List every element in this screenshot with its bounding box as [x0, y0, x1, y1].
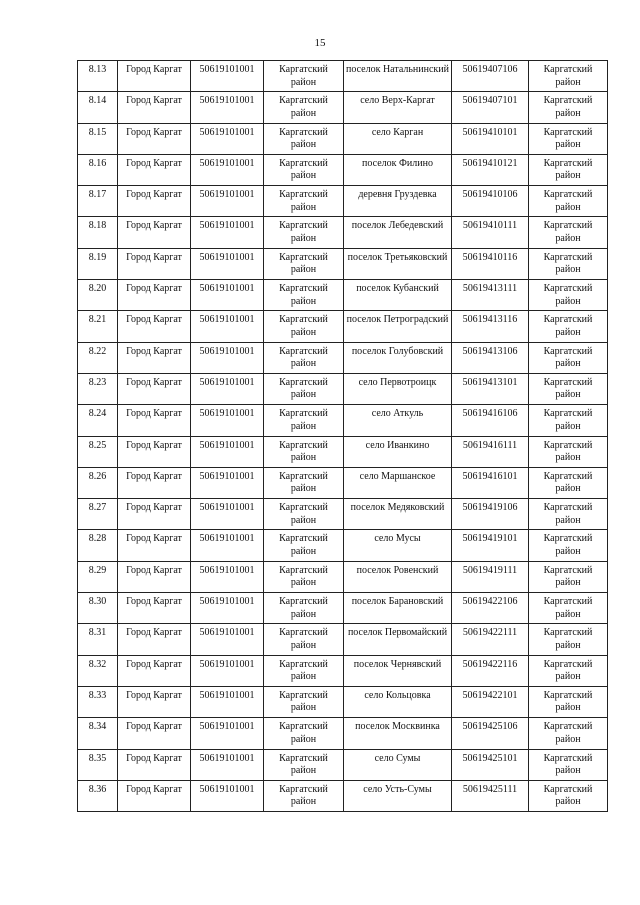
settlement-cell: поселок Голубовский — [344, 342, 452, 373]
district-secondary-cell: Каргатский район — [529, 780, 608, 811]
oktmo-code-cell: 50619101001 — [191, 686, 264, 717]
municipality-cell: Город Каргат — [118, 655, 191, 686]
oktmo-code-cell: 50619101001 — [191, 311, 264, 342]
settlement-code-cell: 50619422116 — [452, 655, 529, 686]
row-number-cell: 8.23 — [78, 373, 118, 404]
district-secondary-cell: Каргатский район — [529, 405, 608, 436]
settlement-code-cell: 50619410101 — [452, 123, 529, 154]
table-row — [78, 749, 608, 780]
oktmo-code-cell: 50619101001 — [191, 718, 264, 749]
oktmo-code-cell: 50619101001 — [191, 593, 264, 624]
row-number-cell: 8.30 — [78, 593, 118, 624]
municipality-cell: Город Каргат — [118, 248, 191, 279]
district-secondary-cell: Каргатский район — [529, 593, 608, 624]
district-secondary-cell: Каргатский район — [529, 123, 608, 154]
oktmo-code-cell: 50619101001 — [191, 780, 264, 811]
district-cell: Каргатский район — [264, 154, 344, 185]
municipality-cell: Город Каргат — [118, 61, 191, 92]
district-cell: Каргатский район — [264, 530, 344, 561]
district-cell: Каргатский район — [264, 123, 344, 154]
row-number-cell: 8.20 — [78, 280, 118, 311]
settlement-cell: село Аткуль — [344, 405, 452, 436]
row-number-cell: 8.32 — [78, 655, 118, 686]
settlement-cell: поселок Кубанский — [344, 280, 452, 311]
municipality-cell: Город Каргат — [118, 217, 191, 248]
municipality-cell: Город Каргат — [118, 718, 191, 749]
oktmo-code-cell: 50619101001 — [191, 749, 264, 780]
district-cell: Каргатский район — [264, 311, 344, 342]
district-secondary-cell: Каргатский район — [529, 749, 608, 780]
table-row — [78, 499, 608, 530]
settlement-code-cell: 50619425101 — [452, 749, 529, 780]
settlement-cell: село Мусы — [344, 530, 452, 561]
settlement-code-cell: 50619413106 — [452, 342, 529, 373]
district-cell: Каргатский район — [264, 780, 344, 811]
municipality-cell: Город Каргат — [118, 280, 191, 311]
settlement-code-cell: 50619419101 — [452, 530, 529, 561]
oktmo-code-cell: 50619101001 — [191, 436, 264, 467]
district-secondary-cell: Каргатский район — [529, 530, 608, 561]
district-secondary-cell: Каргатский район — [529, 217, 608, 248]
table-row — [78, 154, 608, 185]
district-cell: Каргатский район — [264, 718, 344, 749]
oktmo-code-cell: 50619101001 — [191, 342, 264, 373]
district-secondary-cell: Каргатский район — [529, 655, 608, 686]
settlement-cell: поселок Первомайский — [344, 624, 452, 655]
district-secondary-cell: Каргатский район — [529, 61, 608, 92]
settlement-code-cell: 50619416111 — [452, 436, 529, 467]
district-secondary-cell: Каргатский район — [529, 342, 608, 373]
municipality-cell: Город Каргат — [118, 624, 191, 655]
settlement-code-cell: 50619413116 — [452, 311, 529, 342]
table-row — [78, 467, 608, 498]
municipality-cell: Город Каргат — [118, 780, 191, 811]
settlement-cell: село Карган — [344, 123, 452, 154]
settlement-code-cell: 50619419111 — [452, 561, 529, 592]
oktmo-code-cell: 50619101001 — [191, 248, 264, 279]
oktmo-code-cell: 50619101001 — [191, 92, 264, 123]
row-number-cell: 8.35 — [78, 749, 118, 780]
settlements-table — [77, 60, 608, 812]
district-cell: Каргатский район — [264, 436, 344, 467]
municipality-cell: Город Каргат — [118, 436, 191, 467]
settlement-code-cell: 50619416101 — [452, 467, 529, 498]
settlement-cell: село Кольцовка — [344, 686, 452, 717]
district-secondary-cell: Каргатский район — [529, 686, 608, 717]
district-cell: Каргатский район — [264, 342, 344, 373]
settlement-code-cell: 50619419106 — [452, 499, 529, 530]
table-row — [78, 436, 608, 467]
settlement-code-cell: 50619416106 — [452, 405, 529, 436]
settlement-cell: село Сумы — [344, 749, 452, 780]
settlement-code-cell: 50619407106 — [452, 61, 529, 92]
oktmo-code-cell: 50619101001 — [191, 561, 264, 592]
table-row — [78, 530, 608, 561]
district-cell: Каргатский район — [264, 749, 344, 780]
row-number-cell: 8.28 — [78, 530, 118, 561]
municipality-cell: Город Каргат — [118, 92, 191, 123]
municipality-cell: Город Каргат — [118, 749, 191, 780]
district-secondary-cell: Каргатский район — [529, 467, 608, 498]
settlement-cell: поселок Чернявский — [344, 655, 452, 686]
settlement-code-cell: 50619410121 — [452, 154, 529, 185]
settlement-cell: село Усть-Сумы — [344, 780, 452, 811]
settlement-code-cell: 50619422101 — [452, 686, 529, 717]
district-cell: Каргатский район — [264, 499, 344, 530]
settlement-cell: поселок Петроградский — [344, 311, 452, 342]
table-row — [78, 217, 608, 248]
district-cell: Каргатский район — [264, 593, 344, 624]
oktmo-code-cell: 50619101001 — [191, 123, 264, 154]
district-secondary-cell: Каргатский район — [529, 624, 608, 655]
district-secondary-cell: Каргатский район — [529, 311, 608, 342]
table-row — [78, 61, 608, 92]
row-number-cell: 8.18 — [78, 217, 118, 248]
district-cell: Каргатский район — [264, 186, 344, 217]
oktmo-code-cell: 50619101001 — [191, 624, 264, 655]
district-secondary-cell: Каргатский район — [529, 280, 608, 311]
table-row — [78, 280, 608, 311]
oktmo-code-cell: 50619101001 — [191, 61, 264, 92]
table-body — [78, 61, 608, 812]
settlement-cell: поселок Ровенский — [344, 561, 452, 592]
oktmo-code-cell: 50619101001 — [191, 217, 264, 248]
oktmo-code-cell: 50619101001 — [191, 499, 264, 530]
municipality-cell: Город Каргат — [118, 154, 191, 185]
row-number-cell: 8.21 — [78, 311, 118, 342]
district-secondary-cell: Каргатский район — [529, 373, 608, 404]
settlement-cell: поселок Барановский — [344, 593, 452, 624]
district-secondary-cell: Каргатский район — [529, 436, 608, 467]
settlement-cell: село Иванкино — [344, 436, 452, 467]
settlement-cell: поселок Филино — [344, 154, 452, 185]
oktmo-code-cell: 50619101001 — [191, 467, 264, 498]
district-secondary-cell: Каргатский район — [529, 154, 608, 185]
settlement-cell: деревня Груздевка — [344, 186, 452, 217]
municipality-cell: Город Каргат — [118, 593, 191, 624]
row-number-cell: 8.19 — [78, 248, 118, 279]
settlement-code-cell: 50619413101 — [452, 373, 529, 404]
table-row — [78, 405, 608, 436]
row-number-cell: 8.31 — [78, 624, 118, 655]
municipality-cell: Город Каргат — [118, 499, 191, 530]
settlement-cell: поселок Натальнинский — [344, 61, 452, 92]
district-secondary-cell: Каргатский район — [529, 92, 608, 123]
row-number-cell: 8.36 — [78, 780, 118, 811]
row-number-cell: 8.13 — [78, 61, 118, 92]
settlement-cell: поселок Медяковский — [344, 499, 452, 530]
row-number-cell: 8.24 — [78, 405, 118, 436]
municipality-cell: Город Каргат — [118, 123, 191, 154]
oktmo-code-cell: 50619101001 — [191, 280, 264, 311]
settlement-code-cell: 50619410116 — [452, 248, 529, 279]
settlement-cell: поселок Третьяковский — [344, 248, 452, 279]
district-secondary-cell: Каргатский район — [529, 499, 608, 530]
settlement-code-cell: 50619410106 — [452, 186, 529, 217]
table-row — [78, 311, 608, 342]
district-cell: Каргатский район — [264, 61, 344, 92]
row-number-cell: 8.26 — [78, 467, 118, 498]
settlement-code-cell: 50619425111 — [452, 780, 529, 811]
municipality-cell: Город Каргат — [118, 467, 191, 498]
district-cell: Каргатский район — [264, 467, 344, 498]
district-cell: Каргатский район — [264, 217, 344, 248]
row-number-cell: 8.17 — [78, 186, 118, 217]
district-cell: Каргатский район — [264, 561, 344, 592]
district-cell: Каргатский район — [264, 624, 344, 655]
oktmo-code-cell: 50619101001 — [191, 373, 264, 404]
row-number-cell: 8.25 — [78, 436, 118, 467]
district-cell: Каргатский район — [264, 686, 344, 717]
row-number-cell: 8.29 — [78, 561, 118, 592]
district-cell: Каргатский район — [264, 373, 344, 404]
row-number-cell: 8.33 — [78, 686, 118, 717]
settlement-cell: село Верх-Каргат — [344, 92, 452, 123]
oktmo-code-cell: 50619101001 — [191, 186, 264, 217]
settlement-cell: село Маршанское — [344, 467, 452, 498]
municipality-cell: Город Каргат — [118, 373, 191, 404]
settlement-cell: поселок Москвинка — [344, 718, 452, 749]
row-number-cell: 8.16 — [78, 154, 118, 185]
district-cell: Каргатский район — [264, 280, 344, 311]
table-row — [78, 780, 608, 811]
table-row — [78, 655, 608, 686]
settlement-code-cell: 50619425106 — [452, 718, 529, 749]
table-row — [78, 248, 608, 279]
municipality-cell: Город Каргат — [118, 342, 191, 373]
district-cell: Каргатский район — [264, 248, 344, 279]
oktmo-code-cell: 50619101001 — [191, 530, 264, 561]
table-row — [78, 718, 608, 749]
row-number-cell: 8.22 — [78, 342, 118, 373]
settlement-code-cell: 50619407101 — [452, 92, 529, 123]
district-secondary-cell: Каргатский район — [529, 186, 608, 217]
district-cell: Каргатский район — [264, 405, 344, 436]
district-secondary-cell: Каргатский район — [529, 561, 608, 592]
district-cell: Каргатский район — [264, 92, 344, 123]
table-row — [78, 624, 608, 655]
municipality-cell: Город Каргат — [118, 311, 191, 342]
municipality-cell: Город Каргат — [118, 686, 191, 717]
row-number-cell: 8.34 — [78, 718, 118, 749]
oktmo-code-cell: 50619101001 — [191, 655, 264, 686]
table-row — [78, 186, 608, 217]
settlement-code-cell: 50619413111 — [452, 280, 529, 311]
table-row — [78, 593, 608, 624]
municipality-cell: Город Каргат — [118, 405, 191, 436]
settlement-code-cell: 50619422111 — [452, 624, 529, 655]
row-number-cell: 8.15 — [78, 123, 118, 154]
municipality-cell: Город Каргат — [118, 561, 191, 592]
table-row — [78, 92, 608, 123]
oktmo-code-cell: 50619101001 — [191, 154, 264, 185]
district-secondary-cell: Каргатский район — [529, 718, 608, 749]
table-row — [78, 561, 608, 592]
row-number-cell: 8.27 — [78, 499, 118, 530]
settlement-code-cell: 50619422106 — [452, 593, 529, 624]
settlement-cell: поселок Лебедевский — [344, 217, 452, 248]
page-number: 15 — [314, 37, 326, 49]
table-row — [78, 342, 608, 373]
municipality-cell: Город Каргат — [118, 530, 191, 561]
district-cell: Каргатский район — [264, 655, 344, 686]
district-secondary-cell: Каргатский район — [529, 248, 608, 279]
table-row — [78, 123, 608, 154]
settlement-cell: село Первотроицк — [344, 373, 452, 404]
municipality-cell: Город Каргат — [118, 186, 191, 217]
table-row — [78, 373, 608, 404]
row-number-cell: 8.14 — [78, 92, 118, 123]
settlement-code-cell: 50619410111 — [452, 217, 529, 248]
oktmo-code-cell: 50619101001 — [191, 405, 264, 436]
table-row — [78, 686, 608, 717]
